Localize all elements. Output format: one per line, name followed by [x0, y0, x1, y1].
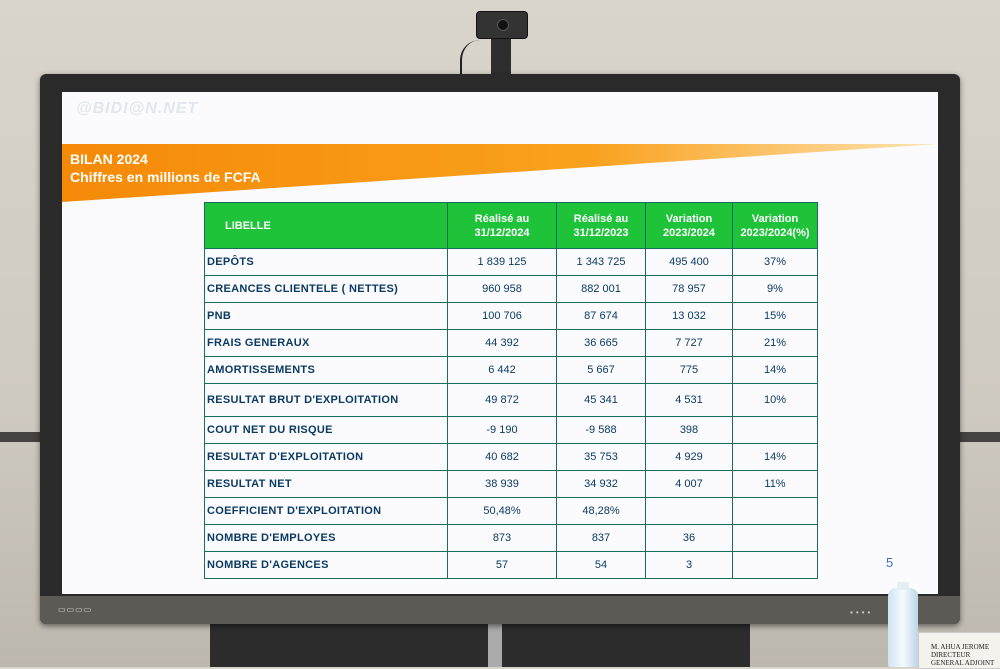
slide-title — [70, 150, 261, 186]
cell-variation: 7 727 — [646, 330, 733, 357]
cell-variation: 78 957 — [646, 276, 733, 303]
cell-realise-2024: 873 — [448, 525, 557, 552]
cell-realise-2024: 49 872 — [448, 384, 557, 417]
tv-bottom-bezel — [40, 596, 960, 624]
cell-variation — [646, 498, 733, 525]
cell-realise-2023: 36 665 — [557, 330, 646, 357]
nameplate — [918, 632, 1000, 669]
cell-variation-pct: 14% — [733, 444, 818, 471]
cell-variation-pct: 15% — [733, 303, 818, 330]
row-label: DEPÔTS — [205, 249, 448, 276]
cell-variation-pct: 9% — [733, 276, 818, 303]
cell-variation: 36 — [646, 525, 733, 552]
webcam-icon — [476, 11, 528, 39]
cell-variation: 4 007 — [646, 471, 733, 498]
cell-realise-2024: 38 939 — [448, 471, 557, 498]
tv-stand-pole — [488, 620, 502, 667]
cell-realise-2023: 87 674 — [557, 303, 646, 330]
cell-variation-pct — [733, 552, 818, 579]
table-body — [205, 249, 818, 579]
cell-realise-2023: -9 588 — [557, 417, 646, 444]
cell-realise-2024: 57 — [448, 552, 557, 579]
presentation-slide — [62, 92, 938, 594]
cell-variation: 13 032 — [646, 303, 733, 330]
cell-variation: 4 929 — [646, 444, 733, 471]
cell-realise-2024: 1 839 125 — [448, 249, 557, 276]
header-realise-2023: Réalisé au 31/12/2023 — [557, 203, 646, 249]
cell-realise-2024: 40 682 — [448, 444, 557, 471]
cell-realise-2023: 5 667 — [557, 357, 646, 384]
cell-realise-2023: 48,28% — [557, 498, 646, 525]
cell-realise-2024: 44 392 — [448, 330, 557, 357]
table-row — [205, 357, 818, 384]
row-label: COEFFICIENT D'EXPLOITATION — [205, 498, 448, 525]
header-realise-2024: Réalisé au 31/12/2024 — [448, 203, 557, 249]
cell-variation-pct: 21% — [733, 330, 818, 357]
cell-realise-2024: 6 442 — [448, 357, 557, 384]
cell-variation-pct — [733, 525, 818, 552]
webcam-stand — [491, 36, 511, 76]
header-variation-pct: Variation 2023/2024(%) — [733, 203, 818, 249]
table-row — [205, 303, 818, 330]
header-variation: Variation 2023/2024 — [646, 203, 733, 249]
cell-realise-2023: 1 343 725 — [557, 249, 646, 276]
table-row — [205, 276, 818, 303]
cell-variation: 775 — [646, 357, 733, 384]
table-row — [205, 471, 818, 498]
row-label: RESULTAT D'EXPLOITATION — [205, 444, 448, 471]
slide-title-line1: BILAN 2024 — [70, 151, 148, 167]
table-row — [205, 525, 818, 552]
cell-variation-pct — [733, 498, 818, 525]
tv-stand — [210, 620, 750, 667]
watermark: @BIDI@N.NET — [76, 100, 199, 117]
table-row — [205, 444, 818, 471]
cell-variation-pct: 11% — [733, 471, 818, 498]
table-row — [205, 330, 818, 357]
tv-ports: ▪••• — [850, 608, 874, 617]
cell-variation-pct: 10% — [733, 384, 818, 417]
cell-realise-2024: 50,48% — [448, 498, 557, 525]
wall-stripe-left — [0, 432, 42, 442]
row-label: NOMBRE D'AGENCES — [205, 552, 448, 579]
table-row — [205, 417, 818, 444]
row-label: CREANCES CLIENTELE ( NETTES) — [205, 276, 448, 303]
cell-variation-pct: 37% — [733, 249, 818, 276]
nameplate-name: M. AHUA JEROME — [931, 643, 990, 651]
row-label: RESULTAT BRUT D'EXPLOITATION — [205, 384, 448, 417]
table-header-row — [205, 203, 818, 249]
table-row — [205, 552, 818, 579]
header-libelle: LIBELLE — [205, 203, 448, 249]
row-label: RESULTAT NET — [205, 471, 448, 498]
row-label: PNB — [205, 303, 448, 330]
cell-realise-2023: 882 001 — [557, 276, 646, 303]
table-row — [205, 498, 818, 525]
cell-variation: 495 400 — [646, 249, 733, 276]
nameplate-role: DIRECTEUR GENERAL ADJOINT — [931, 651, 995, 667]
table-row — [205, 249, 818, 276]
row-label: COUT NET DU RISQUE — [205, 417, 448, 444]
slide-title-line2: Chiffres en millions de FCFA — [70, 169, 261, 185]
wall-stripe-right — [960, 432, 1000, 442]
row-label: NOMBRE D'EMPLOYES — [205, 525, 448, 552]
row-label: AMORTISSEMENTS — [205, 357, 448, 384]
cell-variation-pct: 14% — [733, 357, 818, 384]
cell-variation: 3 — [646, 552, 733, 579]
row-label: FRAIS GENERAUX — [205, 330, 448, 357]
cell-realise-2023: 34 932 — [557, 471, 646, 498]
cell-realise-2024: 100 706 — [448, 303, 557, 330]
cell-realise-2023: 35 753 — [557, 444, 646, 471]
cell-variation: 4 531 — [646, 384, 733, 417]
cell-variation: 398 — [646, 417, 733, 444]
cell-realise-2023: 54 — [557, 552, 646, 579]
tv-brand-logo: ▭▭▭▭ — [58, 605, 93, 614]
table-row — [205, 384, 818, 417]
water-bottle — [888, 588, 918, 667]
cell-realise-2023: 837 — [557, 525, 646, 552]
page-number: 5 — [886, 555, 894, 570]
cell-realise-2023: 45 341 — [557, 384, 646, 417]
cell-realise-2024: -9 190 — [448, 417, 557, 444]
financial-table — [204, 202, 818, 579]
cell-variation-pct — [733, 417, 818, 444]
cell-realise-2024: 960 958 — [448, 276, 557, 303]
